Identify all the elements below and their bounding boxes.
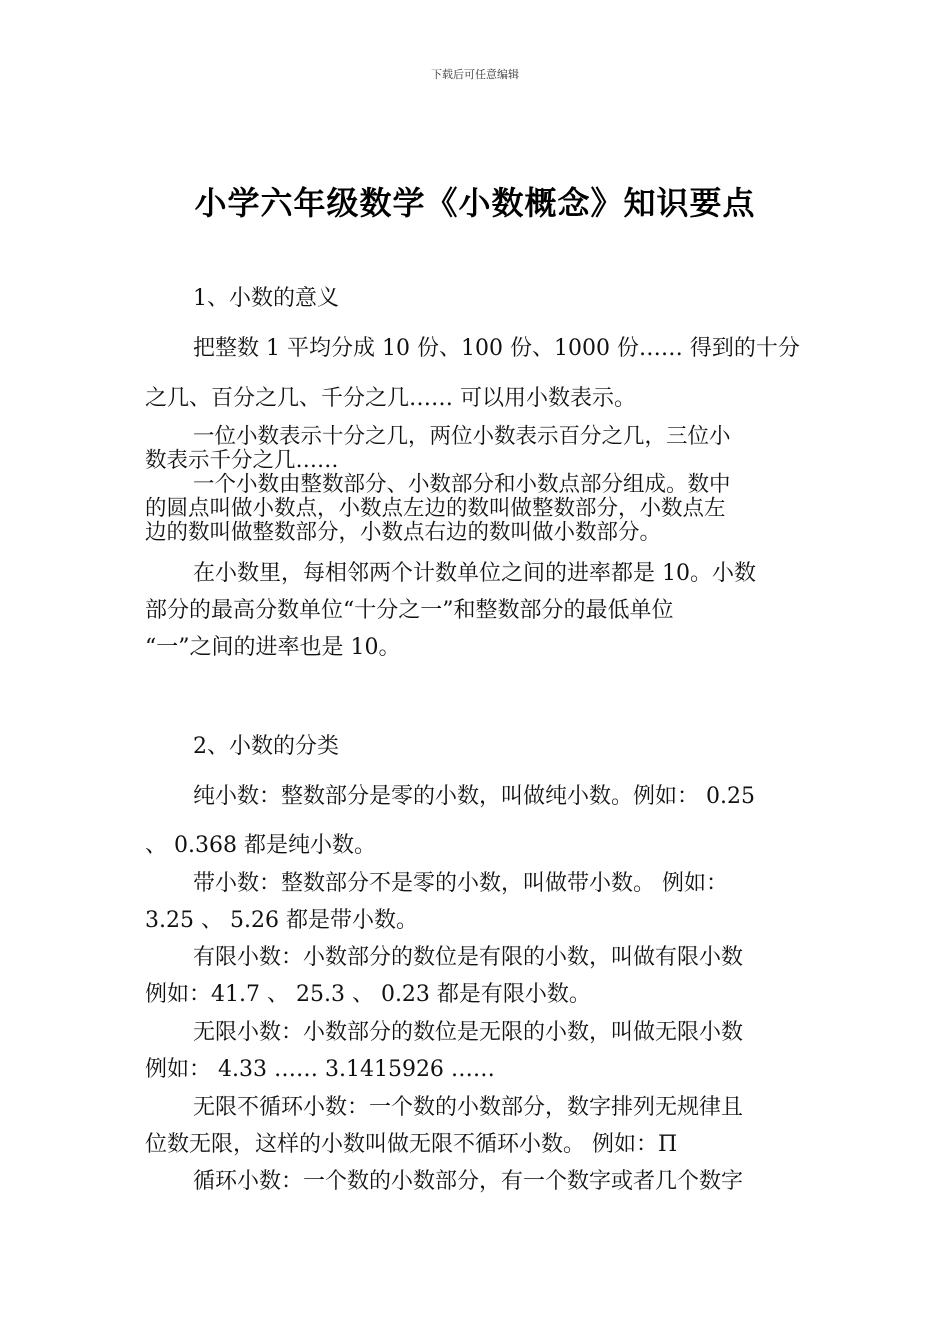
paragraph-line: 纯小数：整数部分是零的小数，叫做纯小数。例如： 0.25 [193, 784, 755, 809]
header-note: 下载后可任意编辑 [431, 68, 519, 81]
paragraph-line: 循环小数：一个数的小数部分，有一个数字或者几个数字 [193, 1169, 744, 1194]
paragraph-line: 边的数叫做整数部分，小数点右边的数叫做小数部分。 [145, 520, 662, 545]
section-heading-classification: 2、小数的分类 [193, 734, 339, 759]
paragraph-line: 一个小数由整数部分、小数部分和小数点部分组成。数中 [193, 472, 731, 497]
paragraph-line: 例如：41.7 、 25.3 、 0.23 都是有限小数。 [145, 982, 591, 1007]
paragraph-line: 带小数：整数部分不是零的小数，叫做带小数。 例如： [193, 871, 728, 896]
section-heading-meaning: 1、小数的意义 [193, 286, 339, 311]
paragraph-line: 例如： 4.33 …… 3.1415926 …… [145, 1057, 495, 1082]
paragraph-line: 在小数里，每相邻两个计数单位之间的进率都是 10。小数 [193, 561, 756, 586]
paragraph-line: 无限不循环小数：一个数的小数部分，数字排列无规律且 [193, 1095, 744, 1120]
paragraph-line: 无限小数：小数部分的数位是无限的小数，叫做无限小数 [193, 1020, 744, 1045]
paragraph-line: 把整数 1 平均分成 10 份、100 份、1000 份…… 得到的十分 [193, 336, 800, 361]
paragraph-line: 部分的最高分数单位“十分之一”和整数部分的最低单位 [145, 598, 674, 623]
paragraph-line: 数表示千分之几…… [145, 448, 339, 473]
paragraph-line: 位数无限，这样的小数叫做无限不循环小数。 例如：Π [145, 1132, 678, 1157]
paragraph-line: 、 0.368 都是纯小数。 [145, 833, 376, 858]
paragraph-line: 一位小数表示十分之几，两位小数表示百分之几，三位小 [193, 424, 731, 449]
paragraph-line: “一”之间的进率也是 10。 [145, 635, 401, 660]
page-title: 小学六年级数学《小数概念》知识要点 [194, 184, 756, 222]
paragraph-line: 有限小数：小数部分的数位是有限的小数，叫做有限小数 [193, 945, 744, 970]
paragraph-line: 的圆点叫做小数点，小数点左边的数叫做整数部分，小数点左 [145, 496, 726, 521]
paragraph-line: 之几、百分之几、千分之几…… 可以用小数表示。 [145, 386, 636, 411]
paragraph-line: 3.25 、 5.26 都是带小数。 [145, 908, 418, 933]
